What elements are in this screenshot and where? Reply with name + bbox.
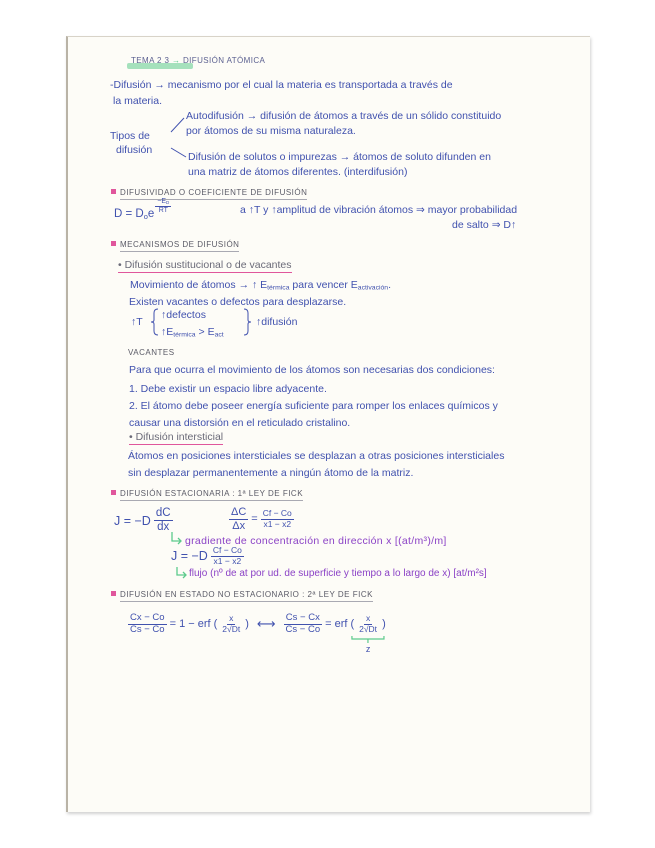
difusividad-note-2: de salto ⇒ D↑ (452, 219, 517, 231)
fick2-rhs1-pre: = 1 − erf ( (169, 618, 218, 631)
sustitucional-vacancies: Existen vacantes o defectos para desplazarse. (129, 296, 347, 308)
fick2-lhs2-fraction (284, 613, 323, 636)
heading-difusividad: DIFUSIVIDAD O COEFICIENTE DE DIFUSIÓN (120, 187, 307, 200)
flux-units: [at/m²s] (453, 568, 487, 579)
fick1-gradient (229, 506, 294, 532)
fick2-rhs1-fraction (220, 614, 242, 635)
fick2-lhs1-den: Cs − Co (130, 623, 165, 635)
flux-derivative-fraction (154, 507, 173, 534)
intersticial-line-2: sin desplazar permanentemente a ningún átomo de la matriz. (128, 467, 414, 479)
fick2-equivalence-arrow: ⟷ (256, 616, 276, 632)
fick1-flux-discrete (171, 546, 244, 567)
flux-derivative-lhs: J = −D (114, 513, 151, 528)
movement-mid: para vencer E (292, 279, 358, 291)
gradient-units: [(at/m³)/m] (394, 535, 447, 547)
movement-arrow: → (238, 279, 250, 291)
tipos-solutos-definition: átomos de soluto difunden en (353, 151, 491, 163)
fick2-rhs2-close: ) (382, 618, 386, 631)
movement-end: . (388, 279, 392, 291)
movement-text: Movimiento de átomos (130, 279, 236, 291)
sustitucional-movement (130, 278, 391, 292)
formula-lhs: D = D (114, 207, 144, 220)
intro-definition: mecanismo por el cual la materia es transportada a través de (167, 79, 453, 91)
fick2-formula (128, 612, 386, 654)
intersticial-line-1: Átomos en posiciones intersticiales se desplazan a otras posiciones intersticiales (128, 450, 505, 462)
tipos-auto-term: Autodifusión (186, 110, 244, 122)
heading-fick1: DIFUSIÓN ESTACIONARIA : 1ª LEY DE FICK (120, 488, 303, 501)
tipos-auto-line-2: por átomos de su misma naturaleza. (186, 125, 356, 137)
movement-sub-termica: térmica (267, 284, 290, 292)
movement-up-e: ↑ E (251, 279, 268, 291)
heading-mecanismos: MECANISMOS DE DIFUSIÓN (120, 239, 239, 252)
fick2-rhs1-den: 2√Dt (222, 623, 241, 634)
vacantes-intro: Para que ocurra el movimiento de los átomos son necesarias dos condiciones: (129, 364, 495, 376)
flux-discrete-lhs: J = −D (171, 549, 208, 564)
intro-arrow: → (154, 79, 165, 91)
tipos-label-1: Tipos de (110, 130, 150, 142)
fick2-rhs1-num: x (229, 613, 234, 624)
fick2-rhs2-pre: = erf ( (325, 618, 355, 631)
effect2-sub-act: act (214, 331, 224, 339)
tipos-solutos-arrow: → (339, 151, 351, 163)
gradient-fraction (229, 506, 248, 532)
gradient-den: Δx (232, 519, 246, 532)
tipos-auto-line-1 (186, 109, 501, 123)
fick2-lhs2-den: Cs − Co (285, 623, 321, 635)
gradient-fraction-2 (261, 509, 294, 530)
sustitucional-effect-2 (161, 325, 224, 339)
sustitucional-result: ↑difusión (256, 316, 298, 328)
vacantes-condition-1: 1. Debe existir un espacio libre adyacente. (129, 383, 327, 395)
intersticial-title: • Difusión intersticial (129, 431, 224, 443)
gradient-den-2: x1 − x2 (263, 518, 292, 529)
sustitucional-cause: ↑T (131, 316, 143, 328)
fick2-lhs1-num: Cx − Co (130, 612, 165, 623)
formula-base: e (147, 207, 155, 220)
heading-fick2: DIFUSIÓN EN ESTADO NO ESTACIONARIO : 2ª LEY DE FICK (120, 589, 373, 602)
effect2-sub-termica: térmica (173, 331, 196, 339)
flux-discrete-fraction (211, 546, 244, 567)
fick1-flux-derivative (114, 507, 173, 534)
movement-sub-activacion: activación (357, 284, 389, 292)
z-label: z (365, 643, 371, 654)
fick2-rhs1-close: ) (245, 618, 249, 631)
title-text: DIFUSIÓN ATÓMICA (182, 56, 266, 65)
title-prefix: TEMA 2 3 (131, 56, 170, 65)
exponent-num-sub: D (166, 200, 170, 206)
formula-exponent (155, 198, 171, 215)
tipos-solutos-line-1 (188, 150, 491, 164)
vacantes-heading: VACANTES (128, 348, 175, 357)
effect2-mid: > E (198, 326, 215, 338)
tipos-auto-arrow: → (246, 110, 258, 122)
intro-term: -Difusión (110, 79, 152, 91)
flux-discrete-num: Cf − Co (212, 545, 242, 555)
heading-bullet-icon (111, 241, 116, 246)
flux-discrete-den: x1 − x2 (213, 555, 242, 566)
intro-line-2: la materia. (113, 95, 163, 107)
vacantes-condition-2-line-2: causar una distorsión en el reticulado cristalino. (129, 417, 351, 429)
fick2-rhs2-num: x (365, 613, 371, 624)
tipos-solutos-term: Difusión de solutos o impurezas (188, 151, 337, 163)
title-arrow: → (171, 56, 181, 65)
fick2-lhs2-num: Cs − Cx (285, 612, 320, 623)
fick2-lhs1-fraction (128, 613, 167, 636)
heading-bullet-icon (111, 490, 116, 495)
flux-note (189, 567, 487, 581)
tipos-label-2: difusión (116, 144, 153, 156)
heading-bullet-icon (111, 189, 116, 194)
flux-note-text: flujo (nº de at por ud. de superficie y tiempo a lo largo de x) (189, 568, 451, 579)
gradient-num-2: Cf − Co (262, 507, 292, 518)
vacantes-condition-2-line-1: 2. El átomo debe poseer energía suficiente para romper los enlaces químicos y (129, 400, 498, 412)
gradient-equals: = (251, 513, 258, 526)
z-bracket-icon (351, 635, 385, 644)
intro-line-1 (110, 78, 453, 92)
exponent-num-text: −E (157, 198, 167, 205)
gradient-num: ΔC (231, 506, 247, 518)
formula-lhs-sub: o (143, 211, 148, 221)
page-title (131, 54, 265, 68)
tipos-auto-definition: difusión de átomos a través de un sólido constituido (260, 110, 502, 122)
fick2-rhs2-den: 2√Dt (359, 623, 378, 634)
formula-lhs-group (114, 208, 154, 220)
heading-bullet-icon (111, 591, 116, 596)
fick2-rhs2-fraction (357, 613, 379, 654)
sustitucional-effect-1: ↑defectos (161, 309, 206, 321)
tipos-solutos-line-2: una matriz de átomos diferentes. (interdifusión) (188, 166, 408, 178)
effect2-up-e: ↑E (161, 326, 174, 338)
gradient-note-text: gradiente de concentración en dirección x (185, 535, 392, 547)
difusividad-formula (114, 198, 171, 222)
flux-derivative-den: dx (157, 521, 170, 534)
exponent-numerator (155, 198, 171, 207)
difusividad-note-1: a ↑T y ↑amplitud de vibración átomos ⇒ mayor probabilidad (240, 204, 518, 216)
exponent-denominator: RT (158, 207, 168, 215)
sustitucional-title: • Difusión sustitucional o de vacantes (118, 259, 292, 271)
flux-derivative-num: dC (154, 507, 173, 521)
